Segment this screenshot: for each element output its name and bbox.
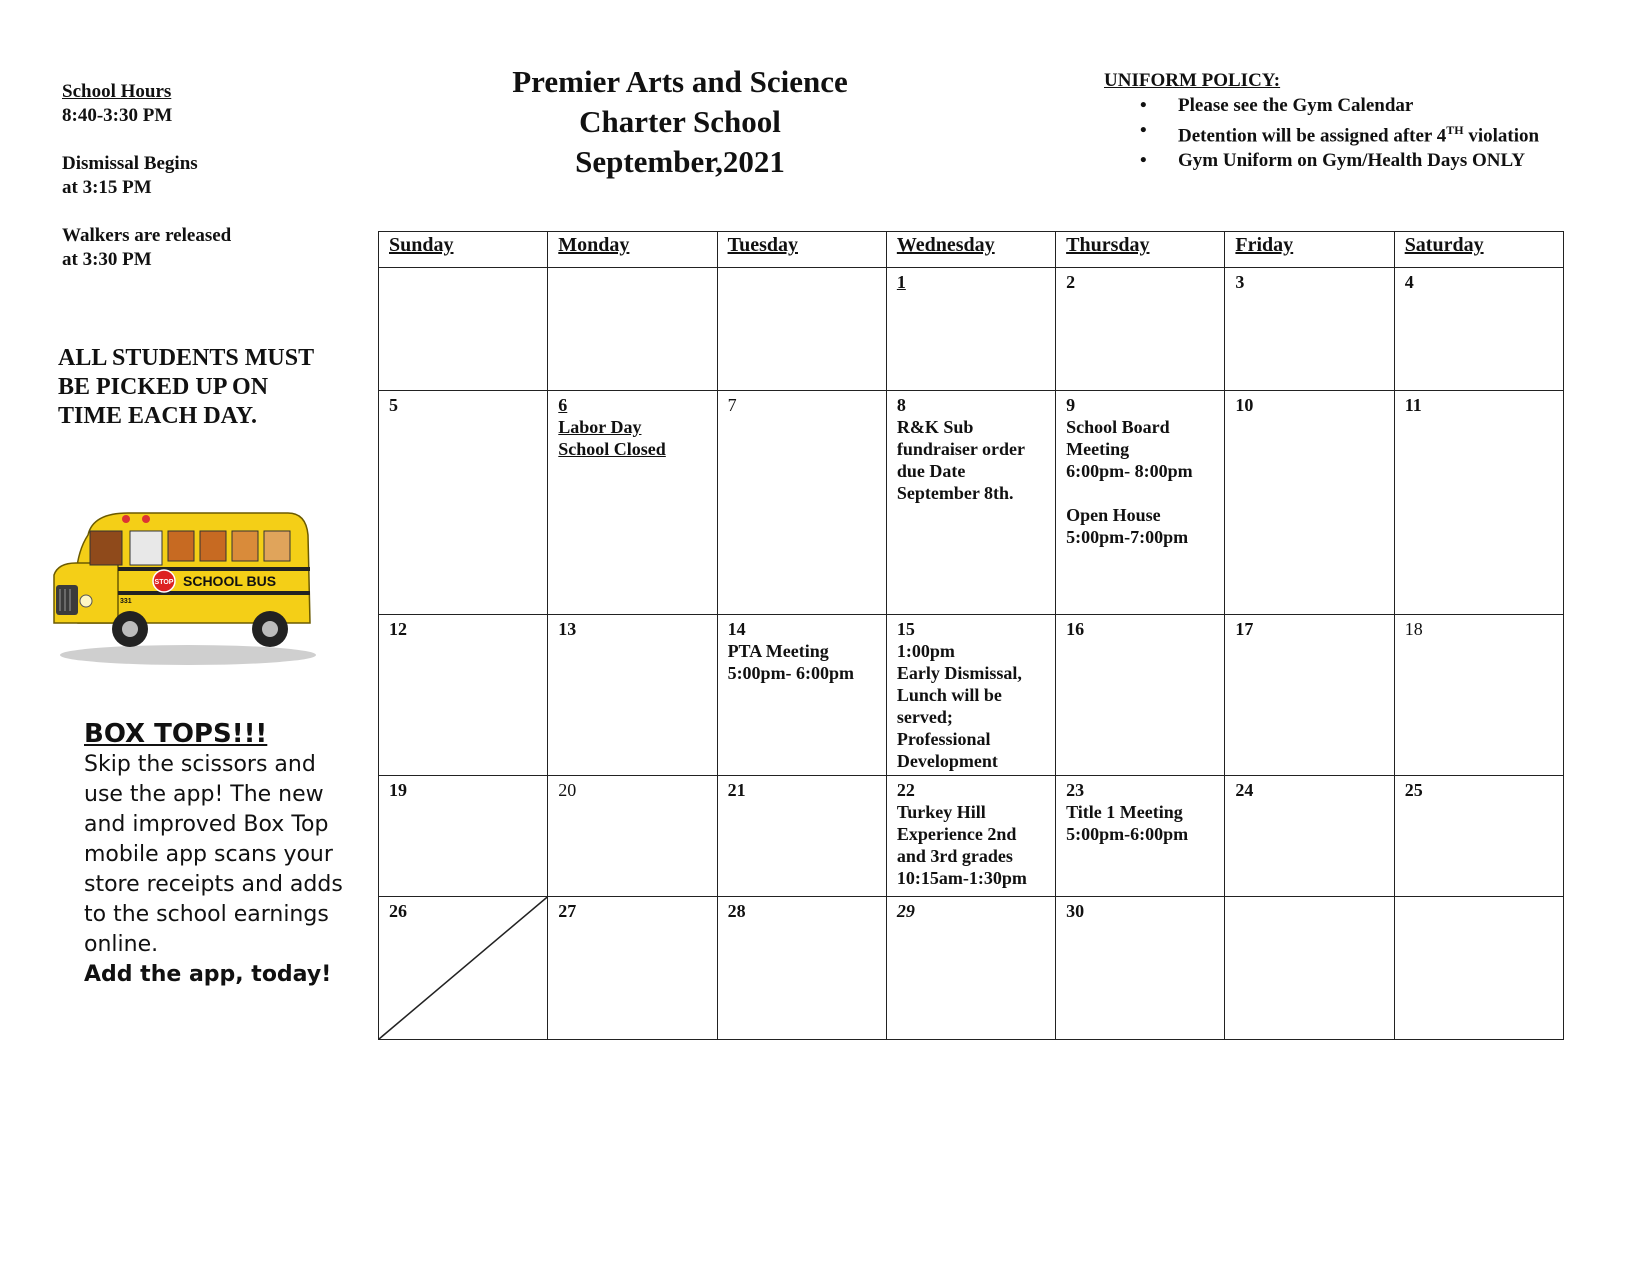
calendar-day [1225,776,1394,897]
calendar-day [717,776,886,897]
day-event: R&K Sub fundraiser order due Date September 8th. [896,417,1025,503]
day-number: 9 [1066,395,1076,415]
calendar-day [886,897,1055,1040]
title-line2: Charter School [579,104,781,139]
walkers-line1: Walkers are released [62,225,232,246]
school-hours-block [62,80,231,272]
calendar-header-row [379,232,1564,268]
uniform-item-1: • Please see the Gym Calendar [1178,93,1544,118]
calendar-week [379,268,1564,391]
calendar-week [379,615,1564,776]
day-event: School Board Meeting 6:00pm- 8:00pm Open House 5:00pm-7:00pm [1066,417,1193,547]
box-tops-cta: Add the app, today! [84,962,332,987]
calendar-day [1225,268,1394,391]
calendar-day [548,615,717,776]
day-number: 10 [1235,395,1254,415]
calendar-day [1056,268,1225,391]
title-line3: September,2021 [575,144,785,179]
dismissal-line2: at 3:15 PM [62,177,152,198]
school-hours-value: 8:40-3:30 PM [62,105,173,126]
school-hours-label: School Hours [62,81,172,102]
calendar-day [548,897,717,1040]
day-number: 30 [1066,901,1085,921]
day-number: 24 [1235,780,1254,800]
day-number: 25 [1404,780,1423,800]
day-number: 2 [1066,272,1076,292]
day-header-sunday: Sunday [379,232,548,268]
dismissal-line1: Dismissal Begins [62,153,198,174]
day-number: 1 [896,272,906,292]
calendar-day [1225,897,1394,1040]
day-number: 15 [896,619,915,639]
day-number: 8 [896,395,906,415]
uniform-item-2-text: Detention will be assigned after 4 [1178,125,1447,147]
day-number: 28 [727,901,746,921]
calendar-day [717,897,886,1040]
calendar-week [379,776,1564,897]
walkers-line2: at 3:30 PM [62,249,152,270]
calendar-day [379,776,548,897]
uniform-item-2 [1178,118,1544,148]
day-number: 27 [558,901,577,921]
calendar-day [1056,615,1225,776]
pickup-notice: ALL STUDENTS MUST BE PICKED UP ON TIME EACH DAY. [58,345,314,429]
calendar-day [1056,897,1225,1040]
uniform-item-3: • Gym Uniform on Gym/Health Days ONLY [1178,148,1544,173]
day-number: 11 [1404,395,1422,415]
day-number: 19 [389,780,407,800]
calendar-day [548,391,717,615]
day-header-monday: Monday [548,232,717,268]
calendar-week [379,897,1564,1040]
calendar-day [717,391,886,615]
calendar-day [886,268,1055,391]
day-event: Title 1 Meeting 5:00pm-6:00pm [1066,802,1189,844]
calendar-day [1394,615,1563,776]
day-header-tuesday: Tuesday [717,232,886,268]
day-event: 1:00pm Early Dismissal, Lunch will be served; Professional Development [896,641,1022,771]
calendar-day [717,268,886,391]
day-event: PTA Meeting 5:00pm- 6:00pm [727,641,855,683]
calendar-day [1056,391,1225,615]
uniform-item-2-sup: TH [1446,123,1464,137]
uniform-item-2-suffix: violation [1468,125,1540,147]
day-number: 16 [1066,619,1085,639]
box-tops-body: Skip the scissors and use the app! The new and improved Box Top mobile app scans your store receipts and adds to the school earnings online. [84,752,343,957]
calendar-day [886,615,1055,776]
calendar-day [1225,615,1394,776]
day-number: 6 [558,395,568,415]
uniform-list [1104,93,1544,173]
page-title [470,62,890,182]
calendar-day [548,776,717,897]
day-number: 26 [389,901,407,921]
calendar-day [1225,391,1394,615]
day-number: 13 [558,619,577,639]
day-number: 22 [896,780,915,800]
bus-side-label: SCHOOL BUS [183,573,277,589]
day-header-friday: Friday [1225,232,1394,268]
day-number: 4 [1404,272,1414,292]
calendar-day [1394,897,1563,1040]
day-header-thursday: Thursday [1056,232,1225,268]
day-number: 7 [727,395,737,415]
day-number: 3 [1235,272,1245,292]
day-number: 12 [389,619,407,639]
calendar-grid [378,231,1564,1040]
calendar-day [379,391,548,615]
calendar-day [1394,268,1563,391]
calendar-day [1394,776,1563,897]
calendar-day [886,391,1055,615]
day-number: 20 [558,780,577,800]
box-tops-title: BOX TOPS!!! [84,719,268,749]
day-number: 21 [727,780,746,800]
uniform-policy [1104,68,1544,173]
day-event: Turkey Hill Experience 2nd and 3rd grades 10:15am-1:30pm [896,802,1027,888]
day-header-saturday: Saturday [1394,232,1563,268]
calendar-week [379,391,1564,615]
calendar-day [1056,776,1225,897]
uniform-heading: UNIFORM POLICY: [1104,70,1281,91]
day-number: 14 [727,619,746,639]
day-event: Labor Day School Closed [558,417,666,459]
day-number: 5 [389,395,398,415]
bus-number: 331 [120,598,132,605]
school-bus-illustration [48,505,323,670]
title-line1: Premier Arts and Science [512,64,848,99]
bus-stop-sign: STOP [154,579,174,586]
calendar-day [379,897,548,1040]
calendar-day [717,615,886,776]
day-number: 17 [1235,619,1254,639]
day-header-wednesday: Wednesday [886,232,1055,268]
calendar-day [886,776,1055,897]
calendar-day [379,615,548,776]
day-number: 29 [896,901,915,921]
day-number: 18 [1404,619,1423,639]
calendar-day [1394,391,1563,615]
box-tops-section [84,718,354,990]
calendar-day [548,268,717,391]
calendar-day [379,268,548,391]
day-number: 23 [1066,780,1085,800]
